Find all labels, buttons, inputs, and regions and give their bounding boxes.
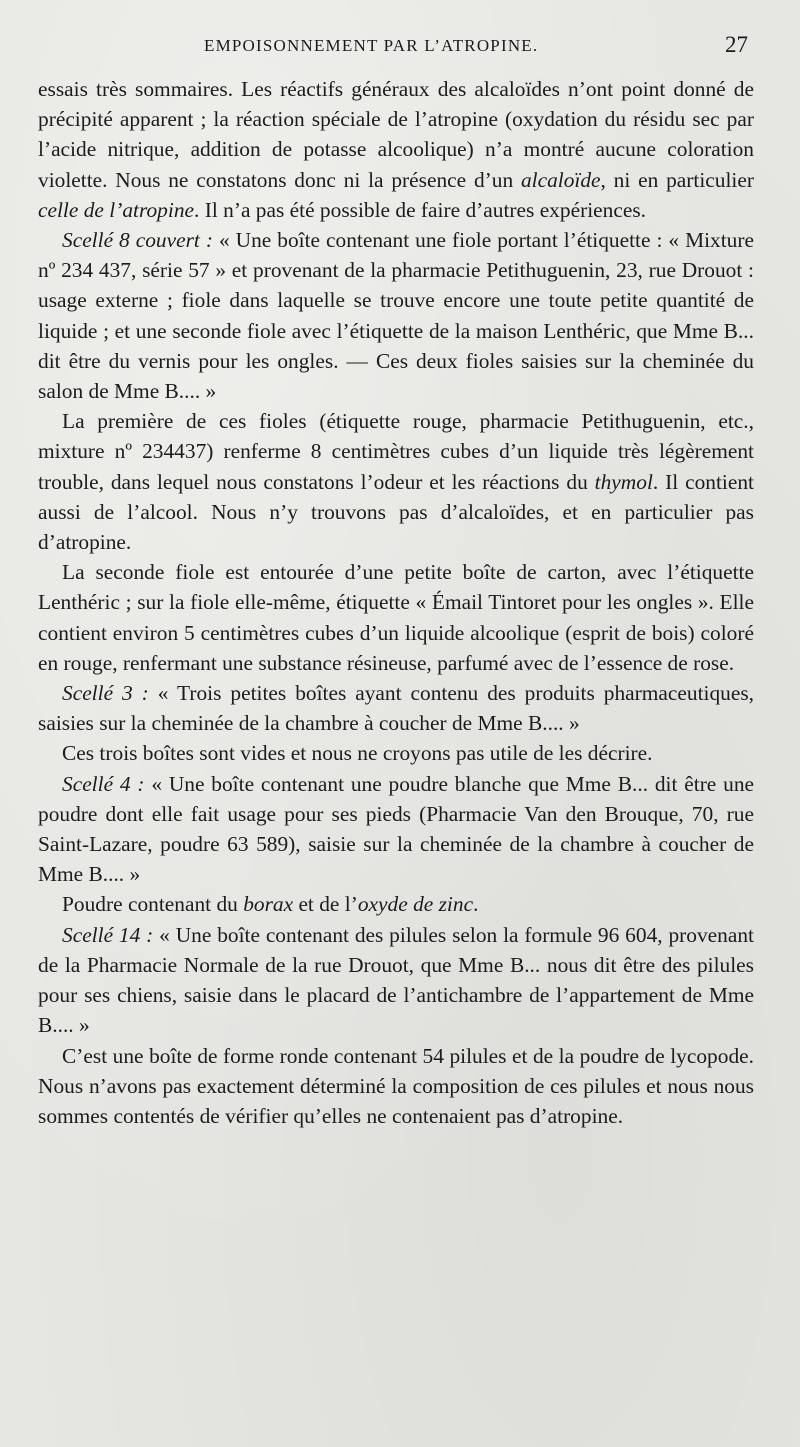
paragraph-text: « Trois petites boîtes ayant contenu des produits pharmaceutiques, saisies sur la cheminée de la chambre à coucher de Mme B.... » — [38, 681, 755, 736]
italic-term: alcaloïde — [520, 167, 601, 192]
paragraph-scelle-14 — [38, 920, 754, 1041]
page-header — [38, 32, 752, 62]
paragraph-text: C’est une boîte de forme ronde contenant 54 pilules et de la poudre de lycopode. Nous n’avons pas exactement déterminé la composition de ces pilules et nous nous sommes contentés de vérifier qu’elles ne contenaient pas d’atropine. — [38, 1043, 754, 1128]
paragraph-text: Ces trois boîtes sont vides et nous ne croyons pas utile de les décrire. — [62, 741, 653, 766]
paragraph-text: Poudre contenant du — [62, 892, 244, 917]
seal-label: Scellé 4 : — [62, 771, 145, 796]
paragraph-scelle-3 — [38, 678, 754, 738]
paragraph-second-vial — [38, 557, 754, 678]
seal-label: Scellé 14 : — [62, 922, 154, 947]
paragraph-text: La seconde fiole est entourée d’une petite boîte de carton, avec l’étiquette Lenthéric ; sur la fiole elle-même, étiquette « Émail Tintoret pour les ongles ». Elle contient environ 5 centimètres cubes d’un liquide alcoolique (esprit de bois) coloré en rouge, renfermant une substance résineuse, parfumé avec de l’essence de rose. — [38, 560, 754, 675]
paragraph-text: et de l’ — [293, 892, 358, 917]
running-title: EMPOISONNEMENT PAR L’ATROPINE. — [204, 36, 539, 55]
paragraph-scelle-4 — [38, 769, 754, 890]
italic-term: celle de l’atropine — [38, 197, 195, 222]
paragraph-text: « Une boîte contenant une poudre blanche que Mme B... dit être une poudre dont elle fait usage pour ses pieds (Pharmacie Van den Brouque, 70, rue Saint-Lazare, poudre 63 589), saisie sur la cheminée de la chambre à coucher de Mme B.... » — [38, 771, 755, 887]
paragraph-text: « Une boîte contenant une fiole portant l’étiquette : « Mixture nº 234 437, série 57 » et provenant de la pharmacie Petithuguenin, 23, rue Drouot : usage externe ; fiole dans laquelle se trouve encore une toute petite quantité de liquide ; et une seconde fiole avec l’étiquette de la maison Lenthéric, que Mme B... dit être du vernis pour les ongles. — Ces deux fioles saisies sur la cheminée du salon de Mme B.... » — [38, 228, 754, 404]
paragraph-text: . Il contient aussi de l’alcool. Nous n’y trouvons pas d’alcaloïdes, et en particulier pas d’atropine. — [38, 469, 755, 555]
page-body — [38, 74, 754, 1131]
page-number: 27 — [725, 32, 748, 57]
paragraph-powder — [38, 889, 754, 919]
paragraph-text: . Il n’a pas été possible de faire d’autres expériences. — [194, 197, 646, 222]
paragraph-text: « Une boîte contenant des pilules selon la formule 96 604, provenant de la Pharmacie Normale de la rue Drouot, que Mme B... nous dit être des pilules pour ses chiens, saisie dans le placard de l’antichambre de l’appartement de Mme B.... » — [38, 922, 754, 1038]
paragraph-empty-boxes — [38, 738, 754, 768]
paragraph-continuation — [38, 74, 754, 225]
paragraph-scelle-8 — [38, 225, 754, 406]
paragraph-pills — [38, 1041, 754, 1132]
seal-label: Scellé 8 couvert : — [62, 228, 213, 253]
paragraph-text: . — [473, 892, 479, 917]
italic-term: borax — [243, 892, 294, 917]
paragraph-text: essais très sommaires. Les réactifs généraux des alcaloïdes n’ont point donné de précipité apparent ; la réaction spéciale de l’atropine (oxydation du résidu sec par l’acide nitrique, addition de potasse alcoolique) n’a montré aucune coloration violette. Nous ne constatons donc ni la présence d’un — [38, 77, 754, 192]
italic-term: thymol — [594, 469, 653, 494]
seal-label: Scellé 3 : — [62, 681, 149, 706]
paragraph-first-vial — [38, 406, 754, 557]
paragraph-text: , ni en particulier — [600, 167, 754, 192]
italic-term: oxyde de zinc — [357, 892, 474, 917]
paragraph-text: La première de ces fioles (étiquette rouge, pharmacie Petithuguenin, etc., mixture nº 234437) renferme 8 centimètres cubes d’un liquide très légèrement trouble, dans lequel nous constatons l’odeur et les réactions du — [38, 409, 754, 494]
